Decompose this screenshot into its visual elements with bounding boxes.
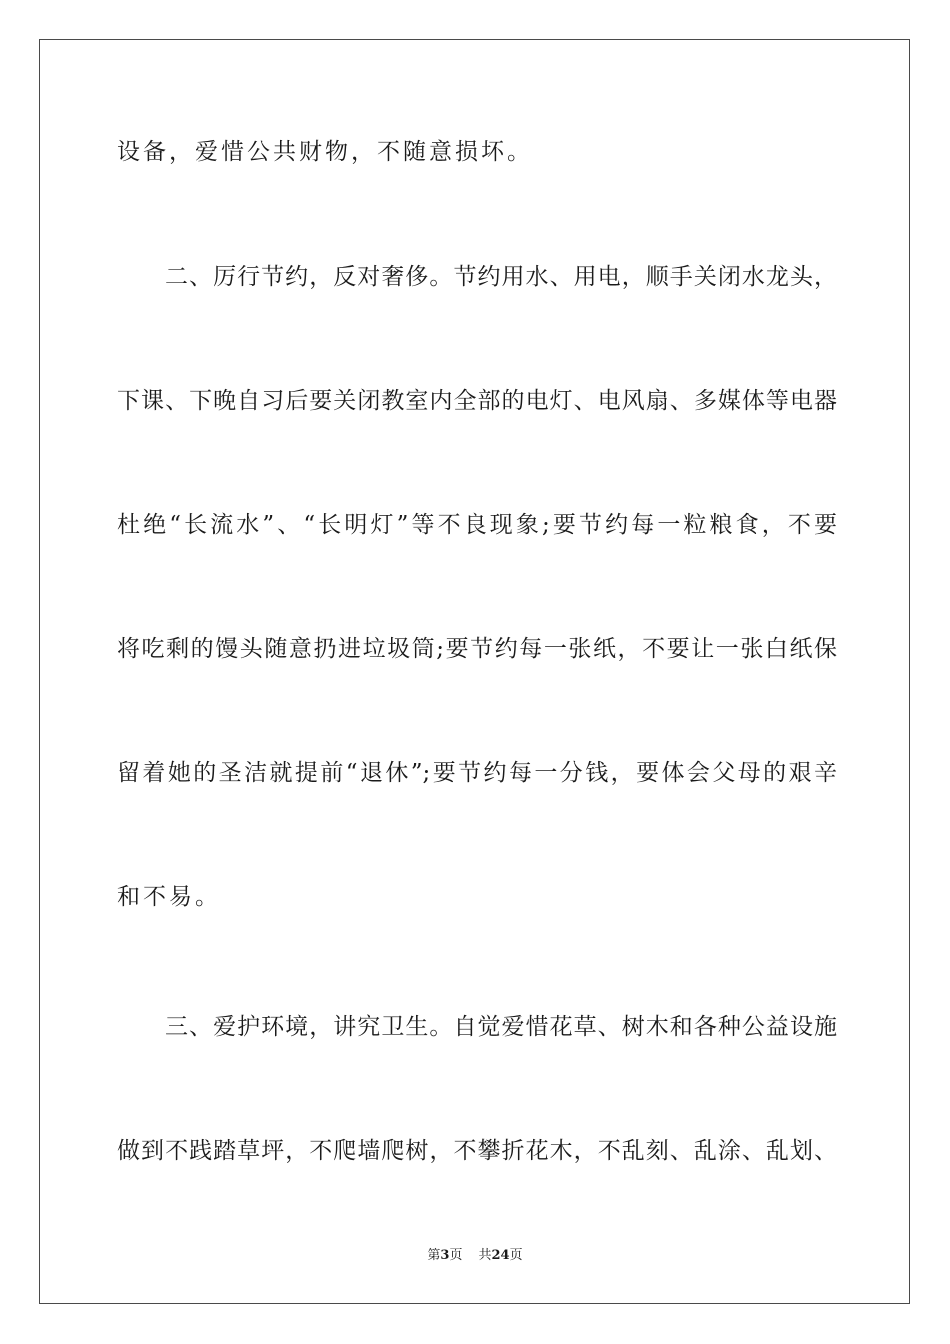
- footer-total-prefix: 共: [478, 1248, 492, 1263]
- text-line-1: 设备，爱惜公共财物，不随意损坏。: [117, 139, 533, 165]
- text-line-8: 三、爱护环境，讲究卫生。自觉爱惜花草、树木和各种公益设施: [165, 1014, 837, 1040]
- text-line-7: 和不易。: [117, 884, 221, 910]
- footer-page-number: 3: [440, 1248, 450, 1263]
- text-line-4: 杜绝“长流水”、“长明灯”等不良现象;要节约每一粒粮食，不要: [117, 512, 837, 538]
- text-line-3: 下课、下晚自习后要关闭教室内全部的电灯、电风扇、多媒体等电器: [117, 388, 837, 414]
- text-line-5: 将吃剩的馒头随意扔进垃圾筒;要节约每一张纸，不要让一张白纸保: [117, 636, 837, 662]
- footer-page-prefix: 第: [427, 1248, 441, 1263]
- footer-total-suffix: 页: [509, 1248, 523, 1263]
- page-footer: [0, 1247, 950, 1265]
- text-line-2: 二、厉行节约，反对奢侈。节约用水、用电，顺手关闭水龙头，: [165, 264, 837, 290]
- footer-page-suffix: 页: [449, 1248, 463, 1263]
- page-frame: [39, 39, 910, 1304]
- footer-total-pages: 24: [491, 1248, 510, 1263]
- text-line-6: 留着她的圣洁就提前“退休”;要节约每一分钱，要体会父母的艰辛: [117, 760, 837, 786]
- text-line-9: 做到不践踏草坪，不爬墙爬树，不攀折花木，不乱刻、乱涂、乱划、: [117, 1138, 837, 1164]
